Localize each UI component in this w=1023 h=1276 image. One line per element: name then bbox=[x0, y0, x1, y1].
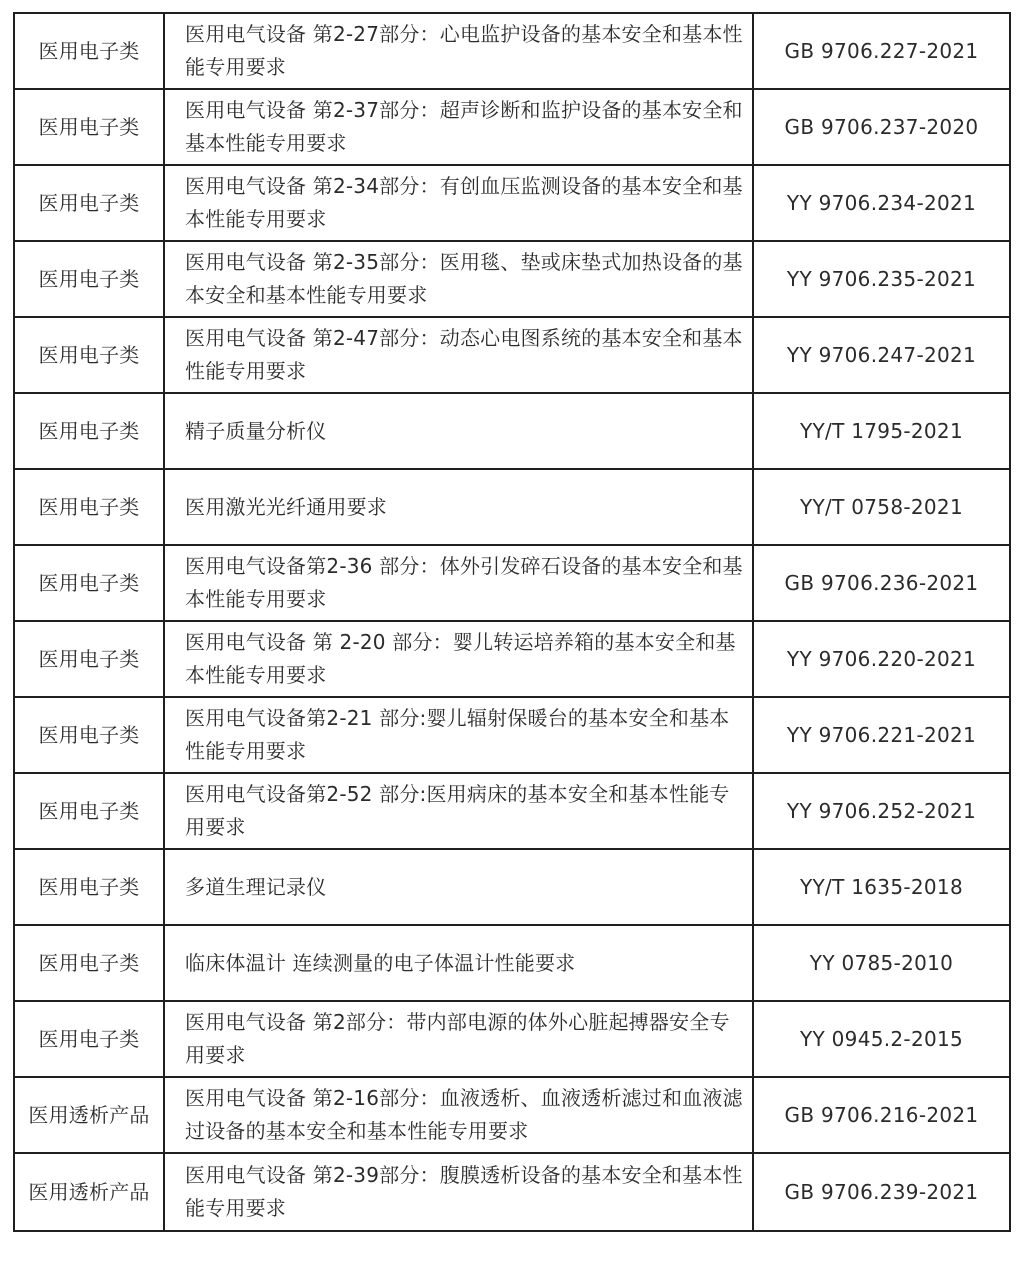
standard-name-cell: 医用激光光纤通用要求 bbox=[164, 469, 753, 545]
table-row bbox=[14, 317, 1010, 393]
standard-name-cell: 医用电气设备 第2-16部分：血液透析、血液透析滤过和血液滤过设备的基本安全和基本性能专用要求 bbox=[164, 1077, 753, 1153]
category-cell: 医用电子类 bbox=[14, 545, 164, 621]
category-cell: 医用电子类 bbox=[14, 89, 164, 165]
table-row bbox=[14, 469, 1010, 545]
standard-number-cell: YY 9706.220-2021 bbox=[753, 621, 1010, 697]
category-cell: 医用电子类 bbox=[14, 849, 164, 925]
table-row bbox=[14, 1001, 1010, 1077]
standard-name-cell: 医用电气设备 第2-39部分：腹膜透析设备的基本安全和基本性能专用要求 bbox=[164, 1153, 753, 1231]
standard-name-cell: 医用电气设备 第2-37部分：超声诊断和监护设备的基本安全和基本性能专用要求 bbox=[164, 89, 753, 165]
standard-number-cell: YY 9706.235-2021 bbox=[753, 241, 1010, 317]
table-row bbox=[14, 621, 1010, 697]
table-row bbox=[14, 1153, 1010, 1231]
category-cell: 医用电子类 bbox=[14, 241, 164, 317]
table-row bbox=[14, 849, 1010, 925]
category-cell: 医用电子类 bbox=[14, 393, 164, 469]
standard-number-cell: GB 9706.236-2021 bbox=[753, 545, 1010, 621]
standard-number-cell: GB 9706.239-2021 bbox=[753, 1153, 1010, 1231]
category-cell: 医用透析产品 bbox=[14, 1077, 164, 1153]
standards-table bbox=[13, 12, 1011, 1232]
standard-number-cell: YY 9706.234-2021 bbox=[753, 165, 1010, 241]
standard-name-cell: 临床体温计 连续测量的电子体温计性能要求 bbox=[164, 925, 753, 1001]
standard-name-cell: 医用电气设备第2-36 部分：体外引发碎石设备的基本安全和基本性能专用要求 bbox=[164, 545, 753, 621]
standard-number-cell: GB 9706.227-2021 bbox=[753, 13, 1010, 89]
table-row bbox=[14, 925, 1010, 1001]
standard-number-cell: YY/T 0758-2021 bbox=[753, 469, 1010, 545]
standard-number-cell: YY 0945.2-2015 bbox=[753, 1001, 1010, 1077]
standard-name-cell: 医用电气设备 第2-34部分：有创血压监测设备的基本安全和基本性能专用要求 bbox=[164, 165, 753, 241]
category-cell: 医用电子类 bbox=[14, 469, 164, 545]
category-cell: 医用电子类 bbox=[14, 317, 164, 393]
category-cell: 医用电子类 bbox=[14, 697, 164, 773]
standard-name-cell: 医用电气设备 第 2-20 部分：婴儿转运培养箱的基本安全和基本性能专用要求 bbox=[164, 621, 753, 697]
table-row bbox=[14, 241, 1010, 317]
standard-name-cell: 精子质量分析仪 bbox=[164, 393, 753, 469]
standard-name-cell: 医用电气设备 第2部分：带内部电源的体外心脏起搏器安全专用要求 bbox=[164, 1001, 753, 1077]
table-row bbox=[14, 545, 1010, 621]
table-row bbox=[14, 89, 1010, 165]
standard-number-cell: YY/T 1795-2021 bbox=[753, 393, 1010, 469]
table-row bbox=[14, 165, 1010, 241]
standard-name-cell: 医用电气设备 第2-35部分：医用毯、垫或床垫式加热设备的基本安全和基本性能专用要求 bbox=[164, 241, 753, 317]
standard-name-cell: 医用电气设备 第2-47部分：动态心电图系统的基本安全和基本性能专用要求 bbox=[164, 317, 753, 393]
category-cell: 医用电子类 bbox=[14, 773, 164, 849]
table-row bbox=[14, 1077, 1010, 1153]
standard-name-cell: 多道生理记录仪 bbox=[164, 849, 753, 925]
category-cell: 医用电子类 bbox=[14, 621, 164, 697]
category-cell: 医用电子类 bbox=[14, 13, 164, 89]
table-row bbox=[14, 393, 1010, 469]
category-cell: 医用电子类 bbox=[14, 925, 164, 1001]
category-cell: 医用透析产品 bbox=[14, 1153, 164, 1231]
standard-number-cell: YY 9706.252-2021 bbox=[753, 773, 1010, 849]
standard-number-cell: YY 0785-2010 bbox=[753, 925, 1010, 1001]
standard-name-cell: 医用电气设备第2-52 部分:医用病床的基本安全和基本性能专用要求 bbox=[164, 773, 753, 849]
standard-name-cell: 医用电气设备 第2-27部分：心电监护设备的基本安全和基本性能专用要求 bbox=[164, 13, 753, 89]
standard-name-cell: 医用电气设备第2-21 部分:婴儿辐射保暖台的基本安全和基本性能专用要求 bbox=[164, 697, 753, 773]
category-cell: 医用电子类 bbox=[14, 1001, 164, 1077]
standard-number-cell: YY/T 1635-2018 bbox=[753, 849, 1010, 925]
table-row bbox=[14, 773, 1010, 849]
table-row bbox=[14, 13, 1010, 89]
standards-table-body bbox=[14, 13, 1010, 1231]
table-row bbox=[14, 697, 1010, 773]
standard-number-cell: YY 9706.247-2021 bbox=[753, 317, 1010, 393]
standards-table-container bbox=[13, 12, 1009, 1232]
standard-number-cell: GB 9706.237-2020 bbox=[753, 89, 1010, 165]
category-cell: 医用电子类 bbox=[14, 165, 164, 241]
standard-number-cell: GB 9706.216-2021 bbox=[753, 1077, 1010, 1153]
standard-number-cell: YY 9706.221-2021 bbox=[753, 697, 1010, 773]
